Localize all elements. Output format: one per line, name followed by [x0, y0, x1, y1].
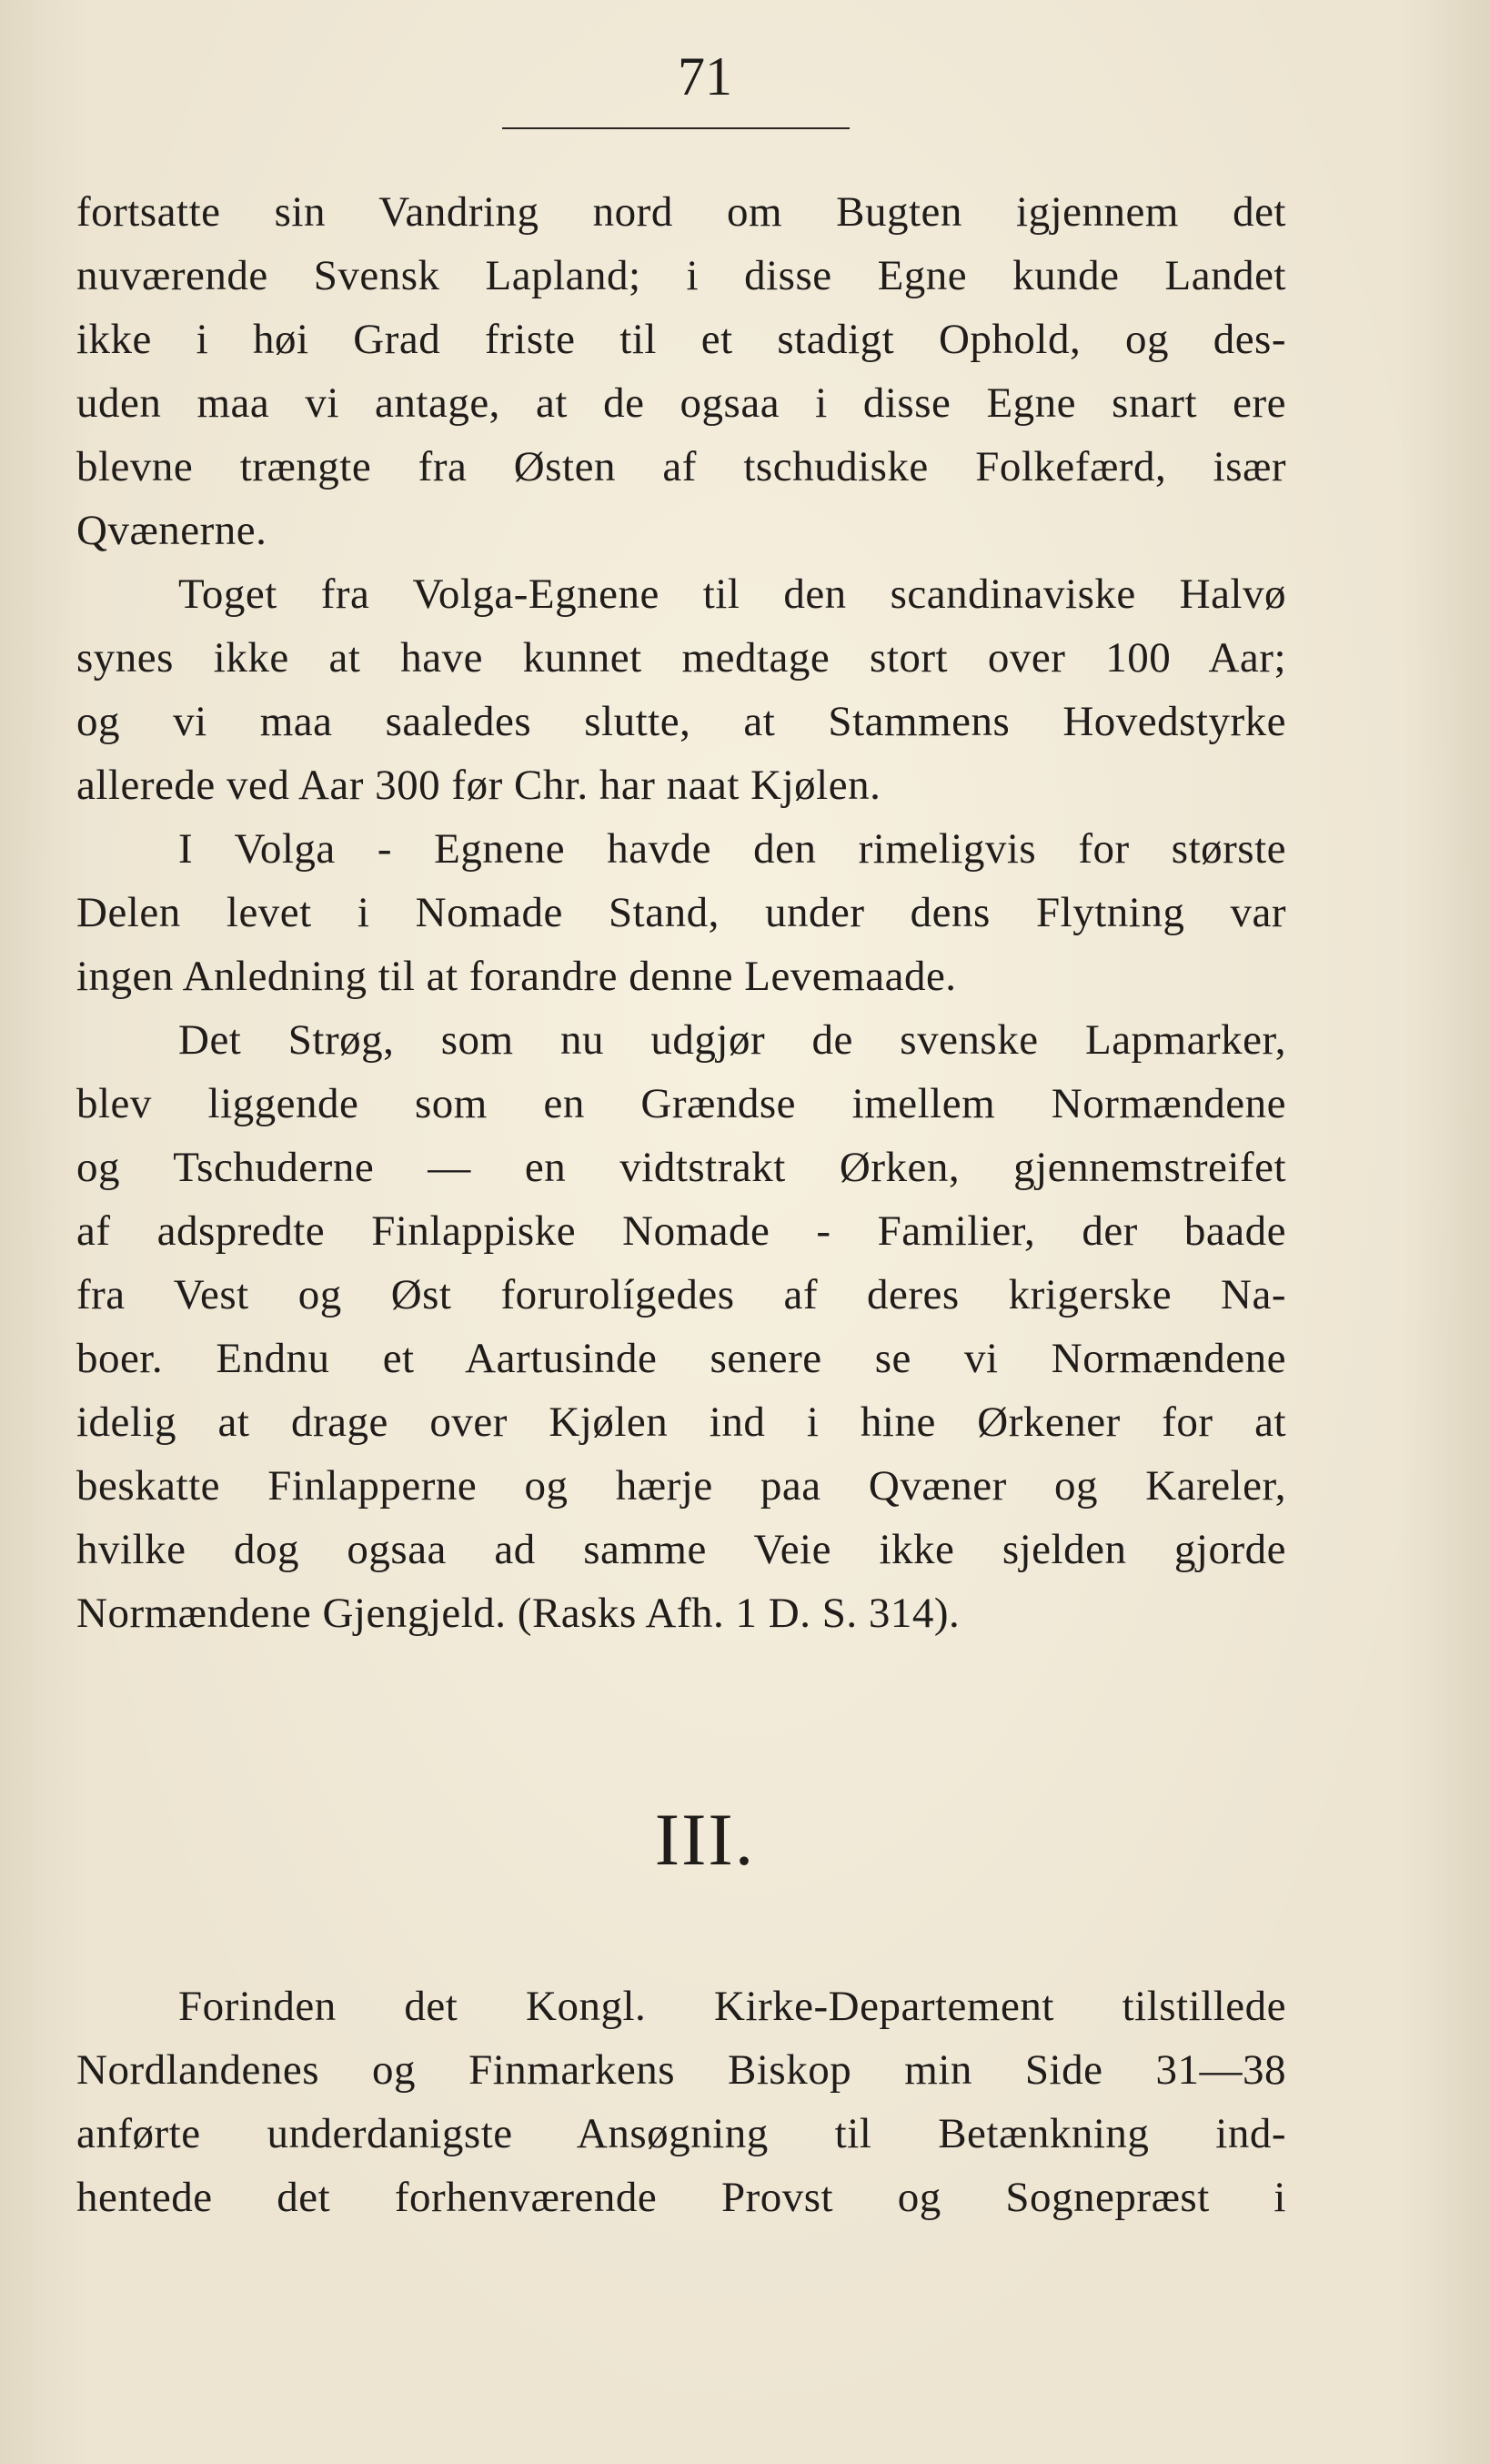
- text-line: og Tschuderne — en vidtstrakt Ørken, gjennemstreifet: [76, 1144, 1286, 1191]
- text-line: blev liggende som en Grændse imellem Normændene: [76, 1080, 1286, 1127]
- text-line: af adspredte Finlappiske Nomade - Familier, der baade: [76, 1207, 1286, 1255]
- text-line: Nordlandenes og Finmarkens Biskop min Side 31—38: [76, 2046, 1286, 2094]
- text-line: fra Vest og Øst forurolígedes af deres krigerske Na-: [76, 1271, 1286, 1318]
- text-line: I Volga - Egnene havde den rimeligvis for største: [178, 825, 1286, 873]
- text-block-1: [76, 180, 1286, 1645]
- text-line: Normændene Gjengjeld. (Rasks Afh. 1 D. S. 314).: [76, 1590, 961, 1637]
- text-line: allerede ved Aar 300 før Chr. har naat Kjølen.: [76, 762, 881, 809]
- text-line: Det Strøg, som nu udgjør de svenske Lapmarker,: [178, 1016, 1286, 1064]
- text-line: Toget fra Volga-Egnene til den scandinaviske Halvø: [178, 571, 1286, 618]
- text-line: nuværende Svensk Lapland; i disse Egne kunde Landet: [76, 252, 1286, 299]
- text-line: blevne trængte fra Østen af tschudiske Folkefærd, især: [76, 443, 1286, 490]
- text-line: Forinden det Kongl. Kirke-Departement tilstillede: [178, 1983, 1286, 2030]
- text-line: og vi maa saaledes slutte, at Stammens Hovedstyrke: [76, 698, 1286, 745]
- header-rule: [502, 127, 850, 129]
- text-line: Delen levet i Nomade Stand, under dens Flytning var: [76, 889, 1286, 936]
- text-line: ingen Anledning til at forandre denne Levemaade.: [76, 953, 957, 1000]
- text-block-2: [76, 1974, 1286, 2229]
- text-line: fortsatte sin Vandring nord om Bugten igjennem det: [76, 188, 1286, 236]
- text-line: anførte underdanigste Ansøgning til Betænkning ind-: [76, 2110, 1286, 2157]
- section-heading: III.: [654, 1798, 756, 1881]
- text-line: uden maa vi antage, at de ogsaa i disse Egne snart ere: [76, 379, 1286, 427]
- text-line: Qvænerne.: [76, 507, 267, 554]
- text-line: hentede det forhenværende Provst og Sognepræst i: [76, 2174, 1286, 2221]
- text-line: synes ikke at have kunnet medtage stort over 100 Aar;: [76, 634, 1286, 682]
- text-line: boer. Endnu et Aartusinde senere se vi Normændene: [76, 1335, 1286, 1382]
- text-line: idelig at drage over Kjølen ind i hine Ørkener for at: [76, 1399, 1286, 1446]
- text-line: ikke i høi Grad friste til et stadigt Ophold, og des-: [76, 316, 1286, 363]
- text-line: beskatte Finlapperne og hærje paa Qvæner og Kareler,: [76, 1462, 1286, 1510]
- page-number: 71: [678, 46, 732, 106]
- text-line: hvilke dog ogsaa ad samme Veie ikke sjelden gjorde: [76, 1526, 1286, 1573]
